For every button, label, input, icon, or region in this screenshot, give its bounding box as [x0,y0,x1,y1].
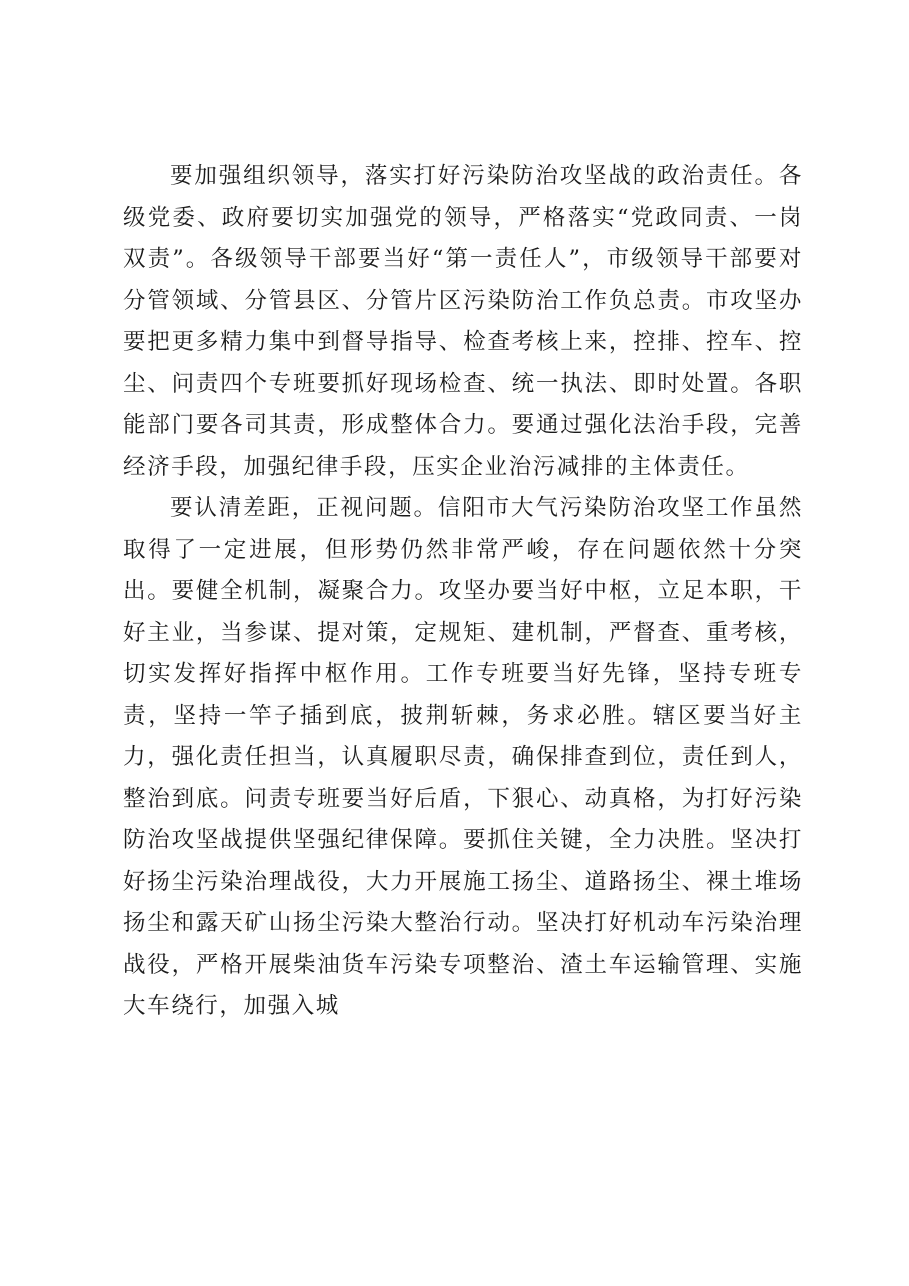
document-body [123,156,803,1028]
paragraph-2: 要认清差距，正视问题。信阳市大气污染防治攻坚工作虽然取得了一定进展，但形势仍然非常严峻，存在问题依然十分突出。要健全机制，凝聚合力。攻坚办要当好中枢，立足本职，干好主业，当参谋、提对策，定规矩、建机制，严督查、重考核，切实发挥好指挥中枢作用。工作专班要当好先锋，坚持专班专责，坚持一竿子插到底，披荆斩棘，务求必胜。辖区要当好主力，强化责任担当，认真履职尽责，确保排查到位，责任到人，整治到底。问责专班要当好后盾，下狠心、动真格，为打好污染防治攻坚战提供坚强纪律保障。要抓住关键，全力决胜。坚决打好扬尘污染治理战役，大力开展施工扬尘、道路扬尘、裸土堆场扬尘和露天矿山扬尘污染大整治行动。坚决打好机动车污染治理战役，严格开展柴油货车污染专项整治、渣土车运输管理、实施大车绕行，加强入城 [123,495,803,1019]
paragraph-1: 要加强组织领导，落实打好污染防治攻坚战的政治责任。各级党委、政府要切实加强党的领导，严格落实“党政同责、一岗双责”。各级领导干部要当好“第一责任人”，市级领导干部要对分管领域、分管县区、分管片区污染防治工作负总责。市攻坚办要把更多精力集中到督导指导、检查考核上来，控排、控车、控尘、问责四个专班要抓好现场检查、统一执法、即时处置。各职能部门要各司其责，形成整体合力。要通过强化法治手段，完善经济手段，加强纪律手段，压实企业治污减排的主体责任。 [123,163,803,480]
